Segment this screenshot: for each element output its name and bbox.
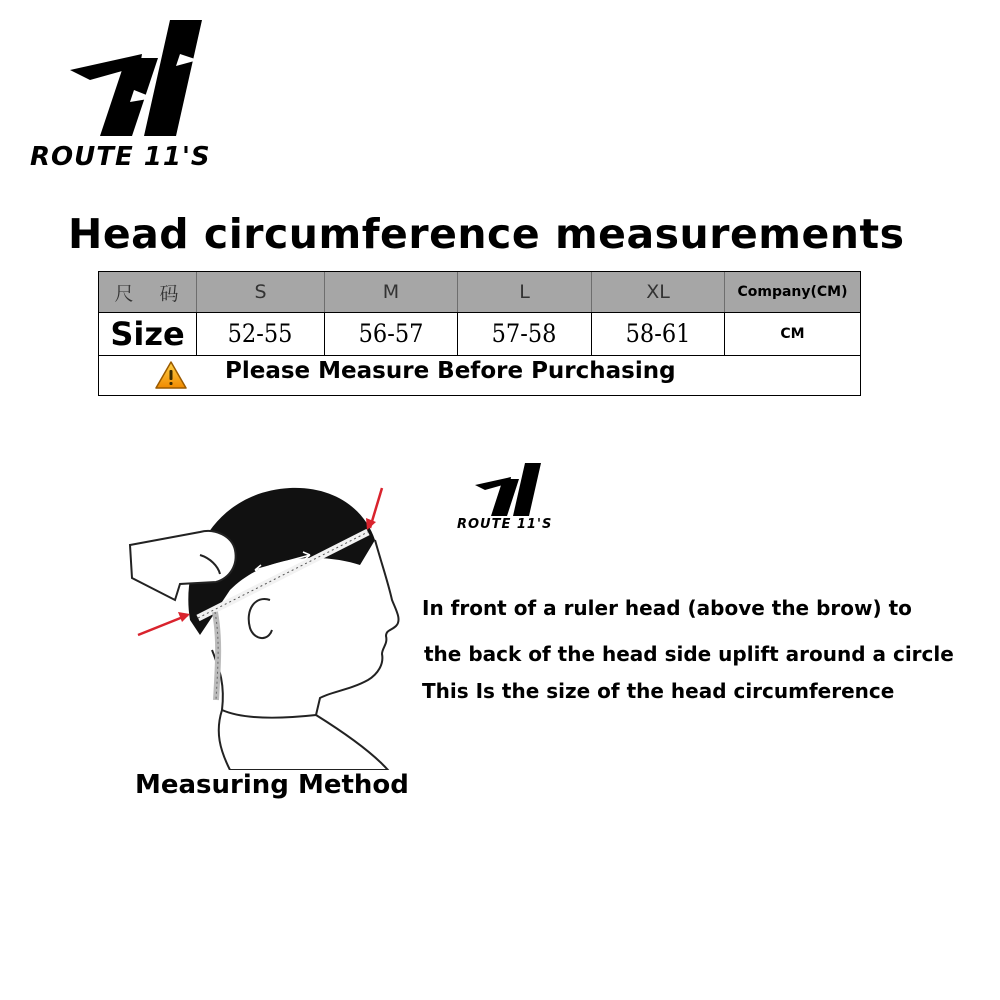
- header-cell-m: M: [325, 272, 458, 312]
- size-table: [98, 271, 861, 396]
- brand-logo-small-text: ROUTE 11'S: [457, 517, 553, 532]
- unit-cell: CM: [780, 325, 805, 342]
- ear: [249, 599, 272, 638]
- size-s-value: 52-55: [228, 319, 293, 348]
- size-l-value: 57-58: [492, 319, 557, 348]
- description-line-3: This Is the size of the head circumference: [422, 679, 895, 703]
- shoulders: [219, 710, 388, 770]
- description-line-1: In front of a ruler head (above the brow) to: [422, 596, 912, 620]
- table-header-row: [99, 272, 860, 313]
- header-cell-unit: Company(CM): [737, 284, 848, 300]
- page-title: Head circumference measurements: [68, 210, 905, 258]
- table-size-row: [99, 312, 860, 356]
- header-cell-size-cn: 尺 码: [99, 272, 197, 312]
- size-l-cell: [458, 312, 592, 355]
- brand-logo-text: ROUTE 11'S: [30, 142, 211, 172]
- size-m-cell: [325, 312, 458, 355]
- header-cell-l: L: [458, 272, 592, 312]
- warning-triangle-icon: [154, 360, 188, 390]
- size-xl-cell: [592, 312, 725, 355]
- note-cell: [99, 355, 860, 395]
- brand-logo: [30, 18, 220, 178]
- size-xl-value: 58-61: [625, 319, 691, 348]
- head-measuring-illustration: [120, 470, 420, 770]
- description-line-2: the back of the head side uplift around a circle: [424, 642, 954, 666]
- header-cell-xl: XL: [592, 272, 725, 312]
- brand-logo-small-mark: [455, 462, 550, 517]
- size-s-cell: [197, 312, 325, 355]
- brand-logo-small: [455, 462, 553, 540]
- table-note-row: [99, 355, 860, 395]
- note-text: Please Measure Before Purchasing: [225, 358, 676, 384]
- size-m-value: 56-57: [358, 319, 424, 348]
- header-cell-s: S: [197, 272, 325, 312]
- face-profile: [316, 540, 399, 715]
- brand-logo-mark: [30, 18, 220, 143]
- size-label-cell: Size: [99, 312, 197, 355]
- measuring-method-caption: Measuring Method: [135, 770, 409, 800]
